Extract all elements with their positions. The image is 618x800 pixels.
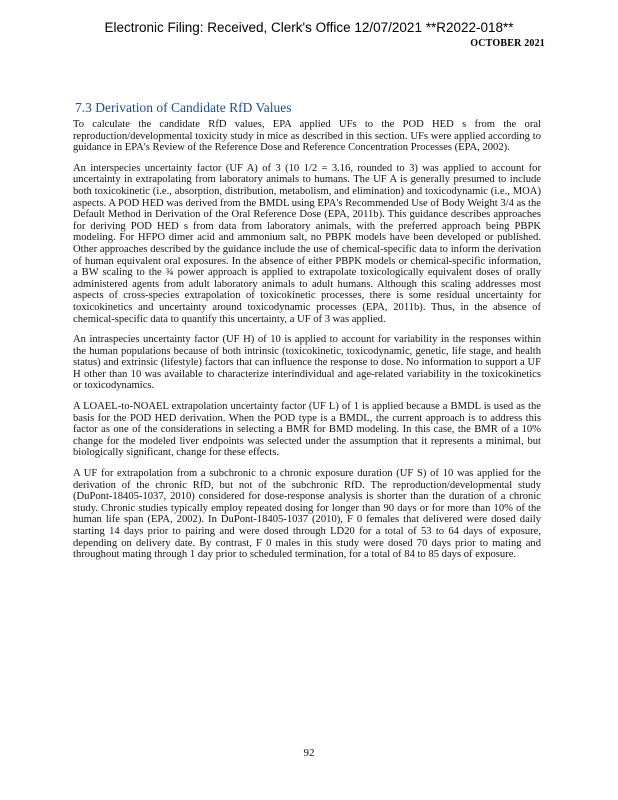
page-number: 92 (303, 747, 315, 759)
paragraph-interspecies-uf: An interspecies uncertainty factor (UF A) of 3 (10 1/2 = 3.16, rounded to 3) was applied to account for uncertainty in extrapolating from laboratory animals to humans. The UF A is generally presumed to include both toxicokinetic (i.e., absorption, distribution, metabolism, and elimination) and toxicodynamic (i.e., MOA) aspects. A POD HED was derived from the BMDL using EPA's Recommended Use of Body Weight 3/4 as the Default Method in Derivation of the Oral Reference Dose (EPA, 2011b). This guidance describes approaches for deriving POD HED s from data from laboratory animals, with the preferred approach being PBPK modeling. For HFPO dimer acid and ammonium salt, no PBPK models have been developed or published. Other approaches described by the guidance include the use of chemical-specific data to inform the derivation of human equivalent oral exposures. In the absence of either PBPK models or chemical-specific information, a BW scaling to the ¾ power approach is applied to extrapolate toxicologically equivalent doses of orally administered agents from adult laboratory animals to adult humans. Although this scaling addresses most aspects of cross-species extrapolation of toxicokinetic processes, there is some residual uncertainty for toxicokinetics and uncertainty around toxicodynamic processes (EPA, 2011b). Thus, in the absence of chemical-specific data to quantify this uncertainty, a UF of 3 was applied. (73, 162, 541, 325)
section-heading: 7.3 Derivation of Candidate RfD Values (75, 100, 292, 115)
paragraph-loael-noael-uf: A LOAEL-to-NOAEL extrapolation uncertainty factor (UF L) of 1 is applied because a BMDL is used as the basis for the POD HED derivation. When the POD type is a BMDL, the current approach is to address this factor as one of the considerations in selecting a BMR for BMD modeling. In this case, the BMR of a 10% change for the modeled liver endpoints was selected under the assumption that it represents a minimal, but biologically significant, change for these effects. (73, 401, 541, 459)
document-body (73, 119, 541, 570)
paragraph-subchronic-uf: A UF for extrapolation from a subchronic to a chronic exposure duration (UF S) of 10 was applied for the derivation of the chronic RfD, but not of the subchronic RfD. The reproduction/developmental study (DuPont-18405-1037, 2010) considered for dose-response analysis is shorter than the duration of a chronic study. Chronic studies typically employ repeated dosing for longer than 90 days or for more than 10% of the human life span (EPA, 2002). In DuPont-18405-1037 (2010), F 0 females that delivered were dosed daily starting 14 days prior to pairing and were dosed through LD20 for a total of 53 to 64 days of exposure, depending on delivery date. By contrast, F 0 males in this study were dosed 70 days prior to mating and throughout mating through 1 day prior to scheduled termination, for a total of 84 to 85 days of exposure. (73, 468, 541, 561)
paragraph-intraspecies-uf: An intraspecies uncertainty factor (UF H) of 10 is applied to account for variability in the responses within the human populations because of both intrinsic (toxicokinetic, toxicodynamic, genetic, life stage, and health status) and extrinsic (lifestyle) factors that can influence the response to dose. No information to support a UF H other than 10 was available to characterize interindividual and age-related variability in the toxicokinetics or toxicodynamics. (73, 334, 541, 392)
document-date: OCTOBER 2021 (470, 38, 545, 49)
filing-stamp: Electronic Filing: Received, Clerk's Office 12/07/2021 **R2022-018** (104, 20, 514, 35)
paragraph-rfd-intro: To calculate the candidate RfD values, EPA applied UFs to the POD HED s from the oral reproduction/developmental toxicity study in mice as described in this section. UFs were applied according to guidance in EPA's Review of the Reference Dose and Reference Concentration Processes (EPA, 2002). (73, 119, 541, 154)
